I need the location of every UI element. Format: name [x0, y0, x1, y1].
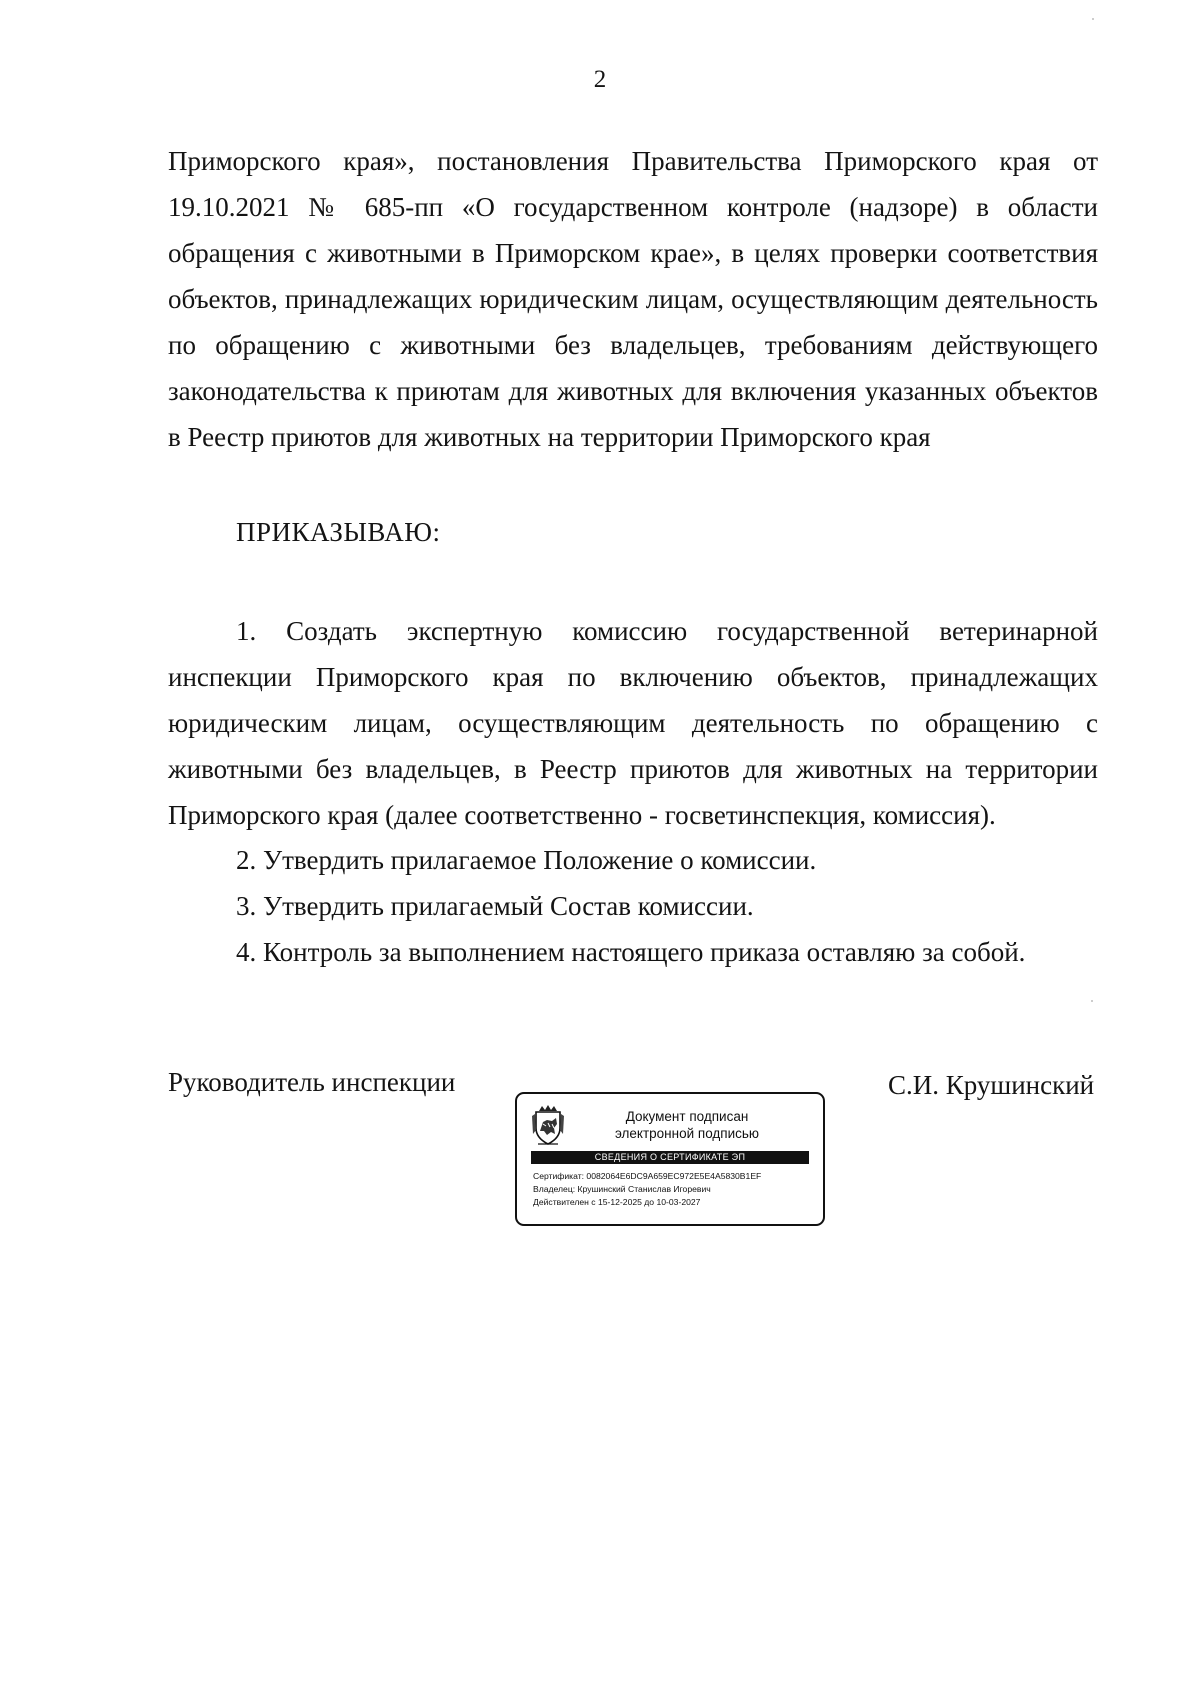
order-item-line: 1. Создать экспертную комиссию государственной ветеринарной: [236, 616, 1098, 646]
order-item-line: Приморского края (далее соответственно - госветинспекция, комиссия).: [168, 800, 996, 830]
order-heading: ПРИКАЗЫВАЮ:: [236, 517, 441, 547]
signer-name: С.И. Крушинский: [888, 1070, 1095, 1100]
stamp-details: [533, 1170, 761, 1209]
stamp-title-line: электронной подписью: [614, 1126, 760, 1141]
order-item-4: 4. Контроль за выполнением настоящего приказа оставляю за собой.: [236, 937, 1026, 967]
electronic-signature-stamp: [515, 1092, 825, 1226]
stamp-certificate: Сертификат: 0082064E6DC9A659EC972E5E4A5830B1EF: [533, 1171, 762, 1181]
preamble-line: обращения с животными в Приморском крае», в целях проверки соответствия: [168, 238, 1098, 268]
order-item-2: 2. Утвердить прилагаемое Положение о комиссии.: [236, 845, 817, 875]
preamble-paragraph: [168, 138, 1098, 460]
scan-speck: [1091, 1000, 1093, 1002]
preamble-line: Приморского края», постановления Правительства Приморского края от: [168, 146, 1098, 176]
signer-title: Руководитель инспекции: [168, 1067, 456, 1097]
stamp-owner: Владелец: Крушинский Станислав Игоревич: [533, 1184, 711, 1194]
order-item-line: инспекции Приморского края по включению объектов, принадлежащих: [168, 662, 1098, 692]
preamble-line: 19.10.2021 № 685-пп «О государственном контроле (надзоре) в области: [168, 192, 1098, 222]
stamp-title-line: Документ подписан: [625, 1109, 749, 1124]
stamp-title: [587, 1108, 787, 1142]
coat-of-arms-icon: [531, 1104, 565, 1146]
order-item-3: 3. Утвердить прилагаемый Состав комиссии.: [236, 891, 754, 921]
order-item-line: юридическим лицам, осуществляющим деятельность по обращению с: [168, 708, 1098, 738]
page-number: 2: [593, 66, 607, 93]
scan-speck: [1092, 18, 1094, 20]
order-item-line: животными без владельцев, в Реестр приютов для животных на территории: [168, 754, 1098, 784]
stamp-validity: Действителен с 15-12-2025 до 10-03-2027: [533, 1197, 701, 1207]
preamble-line: по обращению с животными без владельцев, требованиям действующего: [168, 330, 1098, 360]
preamble-line: законодательства к приютам для животных для включения указанных объектов: [168, 376, 1098, 406]
stamp-certificate-header: СВЕДЕНИЯ О СЕРТИФИКАТЕ ЭП: [531, 1151, 809, 1164]
order-item-1: [168, 608, 1098, 838]
preamble-line: в Реестр приютов для животных на территории Приморского края: [168, 422, 931, 452]
preamble-line: объектов, принадлежащих юридическим лицам, осуществляющим деятельность: [168, 284, 1098, 314]
